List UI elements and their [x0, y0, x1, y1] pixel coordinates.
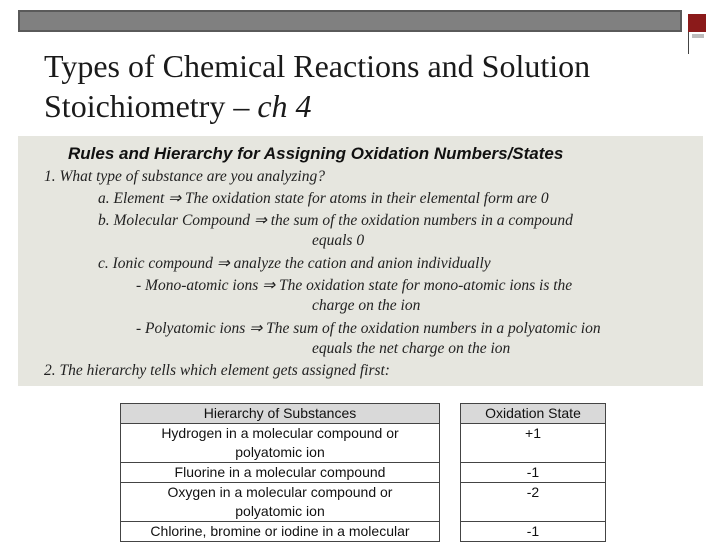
title-line-2-text: Stoichiometry –	[44, 88, 258, 124]
substance-text: Oxygen in a molecular compound or	[167, 484, 393, 500]
state-cell: -2	[461, 483, 606, 522]
header-oxidation-state: Oxidation State	[461, 404, 606, 424]
column-gap	[440, 483, 461, 522]
state-cell: -1	[461, 463, 606, 483]
rule-line: equals the net charge on the ion	[312, 340, 511, 357]
slide-title	[44, 46, 694, 126]
substance-cell	[121, 483, 440, 522]
top-decor-bar	[18, 10, 682, 32]
rule-line: 1. What type of substance are you analyzing?	[44, 168, 325, 185]
rule-line: equals 0	[312, 232, 365, 249]
rule-line: b. Molecular Compound ⇒ the sum of the oxidation numbers in a compound	[98, 212, 573, 229]
substance-cell: Fluorine in a molecular compound	[121, 463, 440, 483]
column-gap	[440, 404, 461, 424]
title-line-2	[44, 86, 694, 126]
rules-heading: Rules and Hierarchy for Assigning Oxidation Numbers/States	[68, 144, 564, 163]
state-cell: +1	[461, 424, 606, 463]
header-substance: Hierarchy of Substances	[121, 404, 440, 424]
substance-cell: Chlorine, bromine or iodine in a molecular	[121, 522, 440, 542]
table-row	[121, 463, 606, 483]
column-gap	[440, 463, 461, 483]
rule-line: a. Element ⇒ The oxidation state for atoms in their elemental form are 0	[98, 190, 549, 207]
substance-text: polyatomic ion	[235, 444, 325, 460]
rule-line: - Mono-atomic ions ⇒ The oxidation state for mono-atomic ions is the	[136, 277, 573, 294]
title-chapter: ch 4	[257, 88, 312, 124]
hierarchy-table	[120, 403, 606, 542]
rule-line: 2. The hierarchy tells which element gets assigned first:	[44, 362, 390, 379]
rule-line: - Polyatomic ions ⇒ The sum of the oxidation numbers in a polyatomic ion	[136, 320, 601, 337]
table-row	[121, 424, 606, 463]
table-row	[121, 483, 606, 522]
corner-decor-square-small	[692, 34, 704, 38]
substance-cell	[121, 424, 440, 463]
table-row	[121, 522, 606, 542]
rule-line: c. Ionic compound ⇒ analyze the cation and anion individually	[98, 255, 491, 272]
rule-line: charge on the ion	[312, 297, 421, 314]
state-cell: -1	[461, 522, 606, 542]
substance-text: Hydrogen in a molecular compound or	[161, 425, 399, 441]
substance-text: polyatomic ion	[235, 503, 325, 519]
column-gap	[440, 522, 461, 542]
table-header-row	[121, 404, 606, 424]
column-gap	[440, 424, 461, 463]
title-line-1: Types of Chemical Reactions and Solution	[44, 48, 591, 84]
rules-panel	[18, 136, 703, 386]
corner-decor-square	[688, 14, 706, 32]
